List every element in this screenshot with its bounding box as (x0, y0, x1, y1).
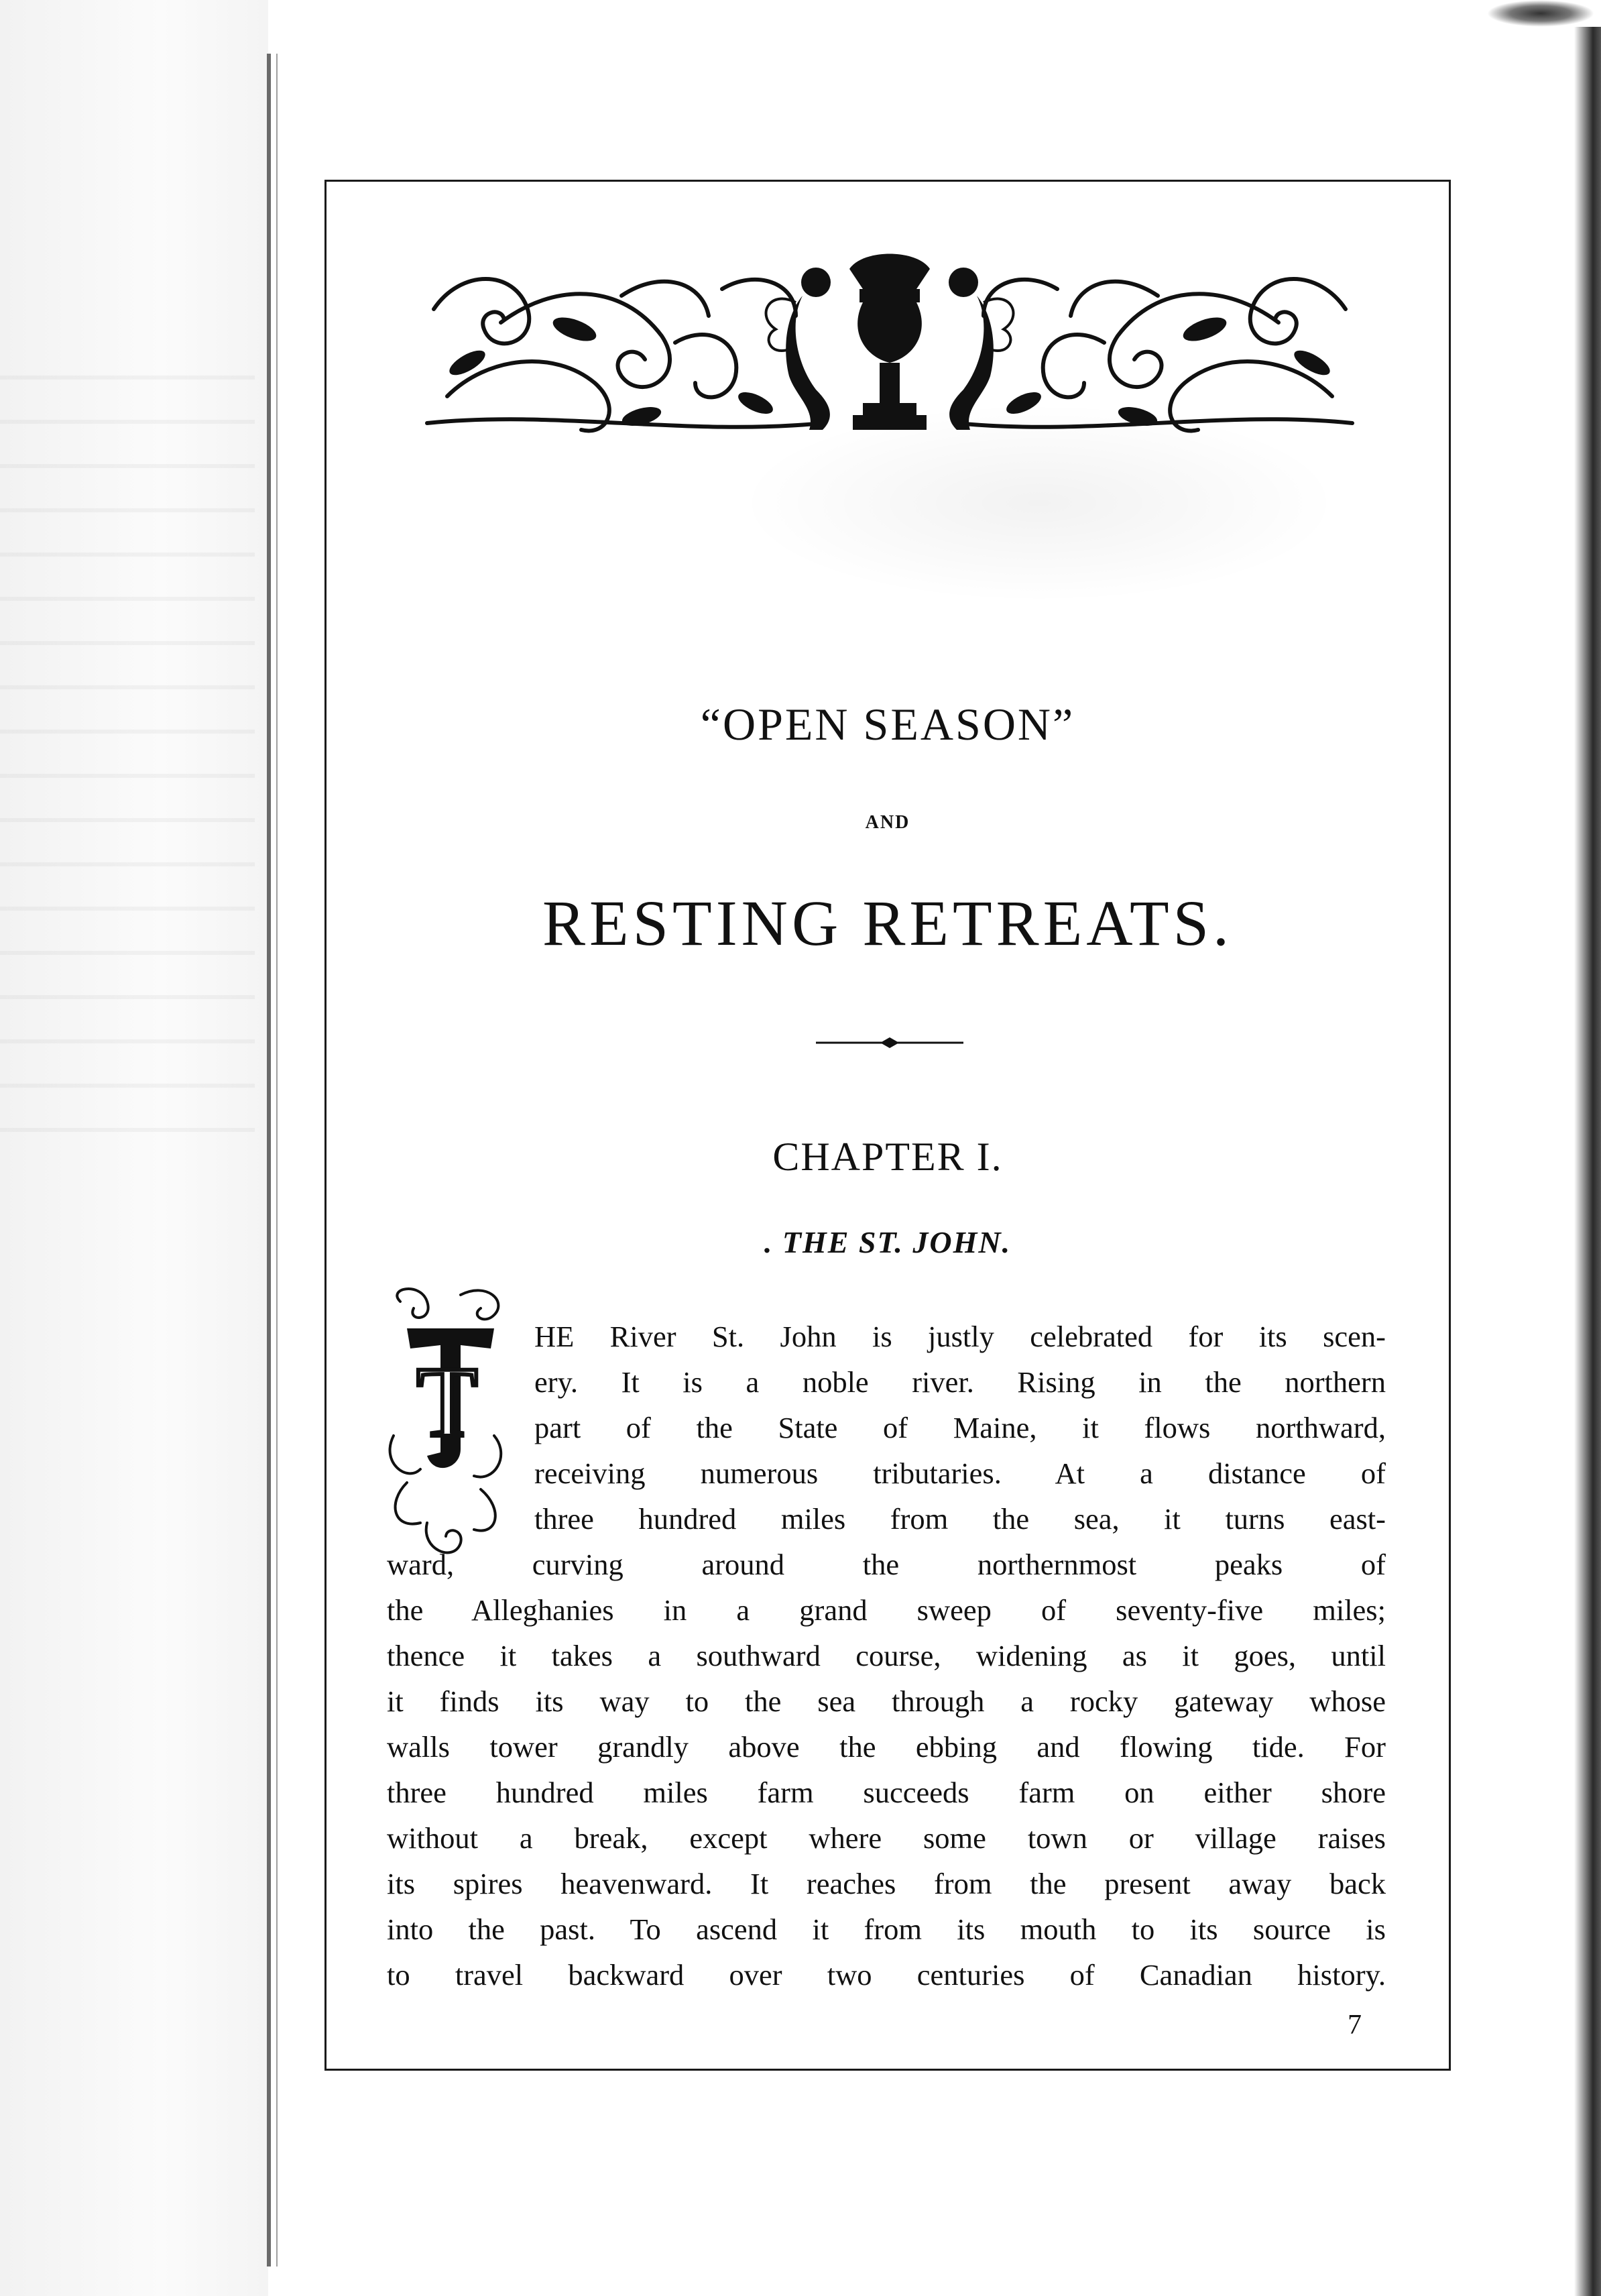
body-text (327, 182, 1449, 2069)
body-line: receiving numerous tributaries. At a distance of (534, 1456, 1386, 1490)
body-line: walls tower grandly above the ebbing and flowing tide. For (387, 1730, 1386, 1764)
title-open-season: “OPEN SEASON” (700, 699, 1075, 750)
body-line: ery. It is a noble river. Rising in the northern (534, 1365, 1386, 1399)
chapter-heading: CHAPTER I. (772, 1135, 1003, 1179)
body-line: three hundred miles from the sea, it turns east- (534, 1502, 1386, 1536)
gutter-line-inner (276, 54, 278, 2266)
body-line: HE River St. John is justly celebrated for its scen- (534, 1320, 1386, 1353)
body-line: to travel backward over two centuries of Canadian history. (387, 1958, 1386, 1992)
body-line: its spires heavenward. It reaches from the present away back (387, 1867, 1386, 1900)
body-line: ward, curving around the northernmost peaks of (387, 1548, 1386, 1581)
scan-speck (1487, 0, 1594, 27)
body-line: without a break, except where some town or village raises (387, 1821, 1386, 1855)
body-line: it finds its way to the sea through a rocky gateway whose (387, 1684, 1386, 1718)
facing-page-bleed (0, 335, 255, 1140)
body-line: part of the State of Maine, it flows northward, (534, 1411, 1386, 1444)
body-line: thence it takes a southward course, widening as it goes, until (387, 1639, 1386, 1672)
body-line: three hundred miles farm succeeds farm on either shore (387, 1776, 1386, 1809)
body-line: into the past. To ascend it from its mouth to its source is (387, 1912, 1386, 1946)
chapter-title: . THE ST. JOHN. (764, 1225, 1012, 1259)
body-line: the Alleghanies in a grand sweep of seventy-five miles; (387, 1593, 1386, 1627)
page-number: 7 (1348, 2010, 1362, 2041)
page-right-edge (1574, 27, 1601, 2296)
gutter-line (267, 54, 271, 2266)
title-and: AND (865, 812, 910, 833)
drop-cap-letter: T (416, 1346, 478, 1458)
title-resting-retreats: RESTING RETREATS. (542, 887, 1234, 959)
text-frame (324, 180, 1451, 2071)
